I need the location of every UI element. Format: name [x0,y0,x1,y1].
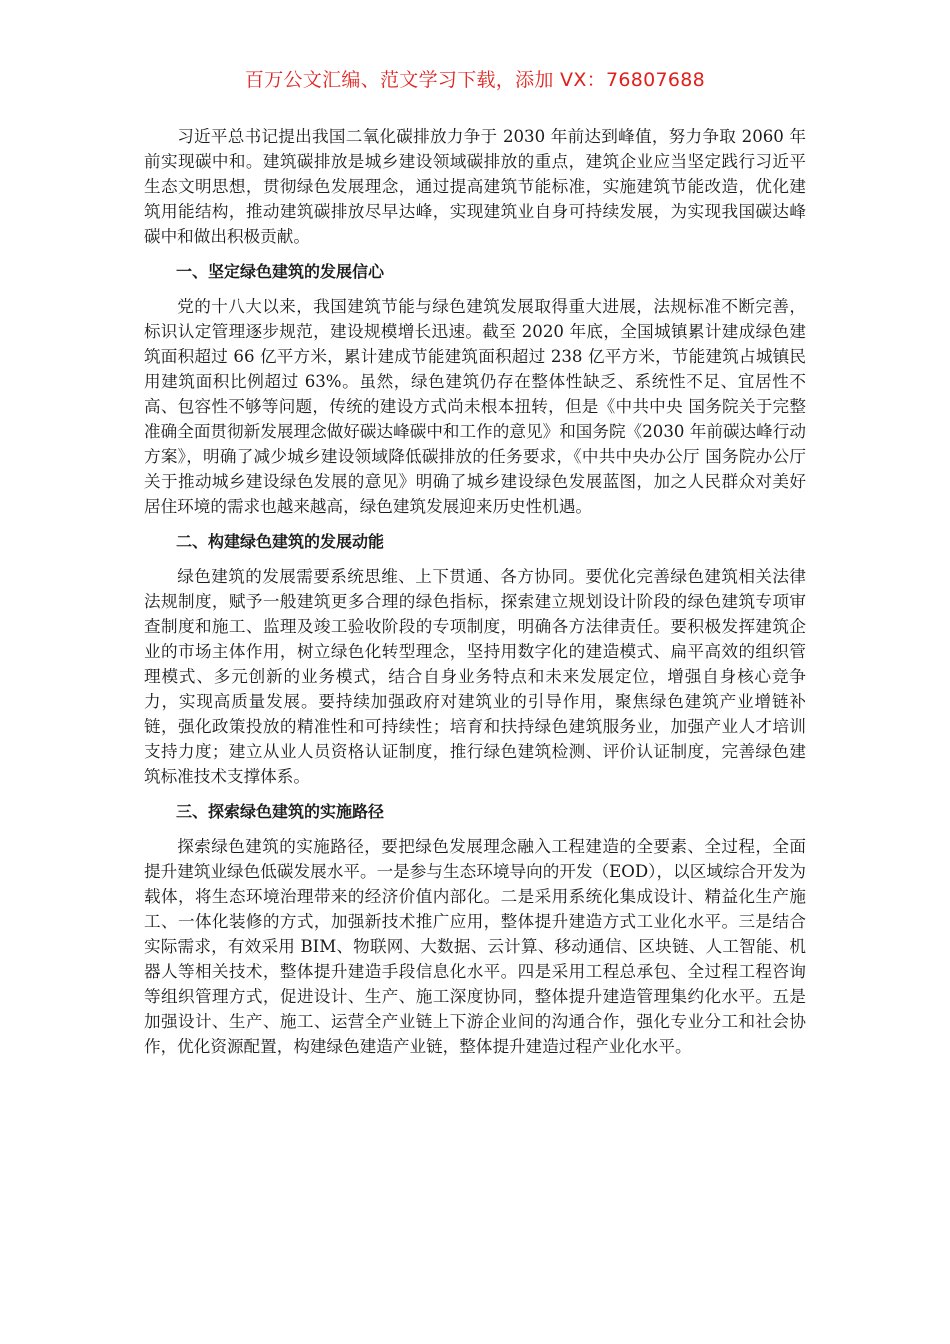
page-header-ad: 百万公文汇编、范文学习下载，添加 VX：76807688 [244,69,706,91]
section-paragraph: 探索绿色建筑的实施路径，要把绿色发展理念融入工程建造的全要素、全过程，全面提升建筑业绿色低碳发展水平。一是参与生态环境导向的开发（EOD），以区域综合开发为载体，将生态环境治理带来的经济价值内部化。二是采用系统化集成设计、精益化生产施工、一体化装修的方式，加强新技术推广应用，整体提升建造方式工业化水平。三是结合实际需求，有效采用 BIM、物联网、大数据、云计算、移动通信、区块链、人工智能、机器人等相关技术，整体提升建造手段信息化水平。四是采用工程总承包、全过程工程咨询等组织管理方式，促进设计、生产、施工深度协同，整体提升建造管理集约化水平。五是加强设计、生产、施工、运营全产业链上下游企业间的沟通合作，强化专业分工和社会协作，优化资源配置，构建绿色建造产业链，整体提升建造过程产业化水平。 [144,837,806,1056]
section-paragraph: 党的十八大以来，我国建筑节能与绿色建筑发展取得重大进展，法规标准不断完善，标识认定管理逐步规范，建设规模增长迅速。截至 2020 年底，全国城镇累计建成绿色建筑面积超过 66 亿平方米，累计建成节能建筑面积超过 238 亿平方米，节能建筑占城镇民用建筑面积比例超过 63%。虽然，绿色建筑仍存在整体性缺乏、系统性不足、宜居性不高、包容性不够等问题，传统的建设方式尚未根本扭转，但是《中共中央 国务院关于完整准确全面贯彻新发展理念做好碳达峰碳中和工作的意见》和国务院《2030 年前碳达峰行动方案》，明确了减少城乡建设领域降低碳排放的任务要求，《中共中央办公厅 国务院办公厅关于推动城乡建设绿色发展的意见》明确了城乡建设绿色发展蓝图，加之人民群众对美好居住环境的需求也越来越高，绿色建筑发展迎来历史性机遇。 [144,297,806,516]
intro-paragraph: 习近平总书记提出我国二氧化碳排放力争于 2030 年前达到峰值，努力争取 2060 年前实现碳中和。建筑碳排放是城乡建设领域碳排放的重点，建筑企业应当坚定践行习近平生态文明思想，贯彻绿色发展理念，通过提高建筑节能标准，实施建筑节能改造，优化建筑用能结构，推动建筑碳排放尽早达峰，实现建筑业自身可持续发展，为实现我国碳达峰碳中和做出积极贡献。 [144,127,806,246]
document-body [144,124,806,1069]
section-paragraph: 绿色建筑的发展需要系统思维、上下贯通、各方协同。要优化完善绿色建筑相关法律法规制度，赋予一般建筑更多合理的绿色指标，探索建立规划设计阶段的绿色建筑专项审查制度和施工、监理及竣工验收阶段的专项制度，明确各方法律责任。要积极发挥建筑企业的市场主体作用，树立绿色化转型理念，坚持用数字化的建造模式、扁平高效的组织管理模式、多元创新的业务模式，结合自身业务特点和未来发展定位，增强自身核心竞争力，实现高质量发展。要持续加强政府对建筑业的引导作用，聚焦绿色建筑产业增链补链，强化政策投放的精准性和可持续性；培育和扶持绿色建筑服务业，加强产业人才培训支持力度；建立从业人员资格认证制度，推行绿色建筑检测、评价认证制度，完善绿色建筑标准技术支撑体系。 [144,567,806,786]
section-heading: 一、坚定绿色建筑的发展信心 [176,262,385,281]
section-heading: 二、构建绿色建筑的发展动能 [176,532,385,551]
section-heading: 三、探索绿色建筑的实施路径 [176,802,385,821]
